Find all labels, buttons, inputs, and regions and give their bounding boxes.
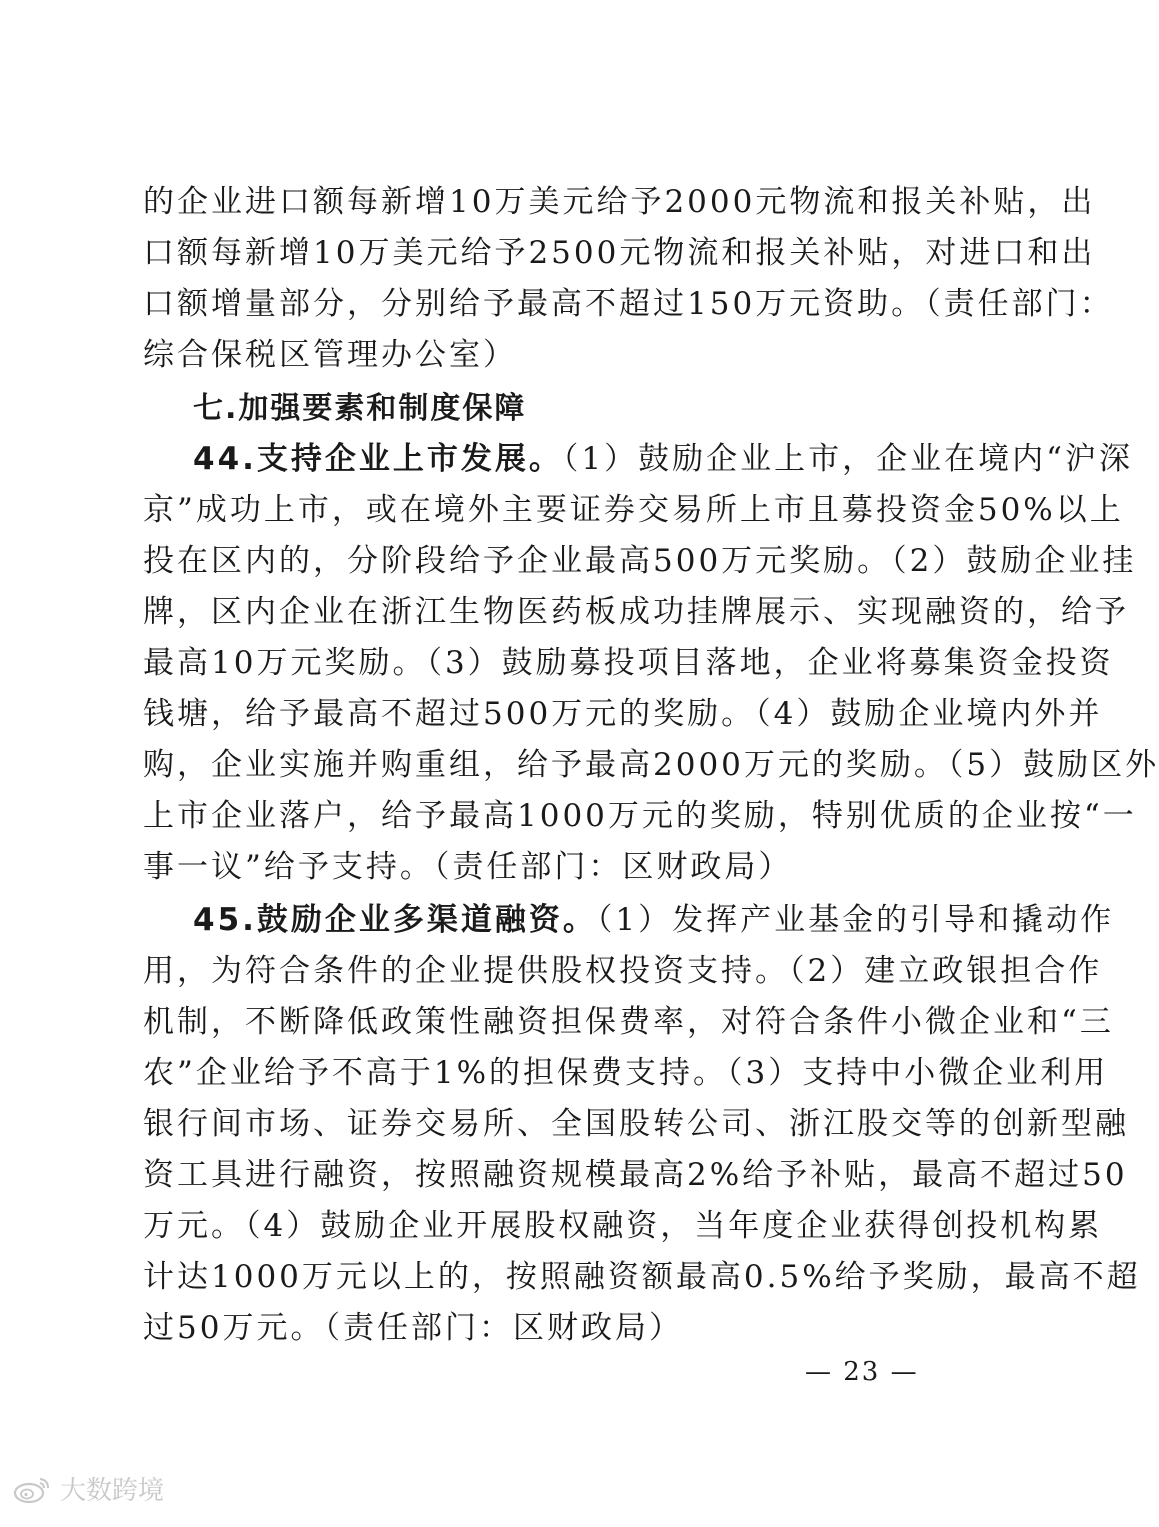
intro-line-3: 口额增量部分，分别给予最高不超过150万元资助。（责任部门：	[143, 286, 1114, 322]
item44-line: 京”成功上市，或在境外主要证券交易所上市且募投资金50%以上	[143, 492, 1124, 528]
watermark-text: 大数跨境	[60, 1476, 165, 1506]
item45-line: 农”企业给予不高于1%的担保费支持。（3）支持中小微企业利用	[143, 1055, 1109, 1091]
item45-title: 45.鼓励企业多渠道融资。	[193, 902, 597, 938]
item44-first-line-text: （1）鼓励企业上市，企业在境内“沪深	[562, 441, 1133, 477]
item44-line: 上市企业落户，给予最高1000万元的奖励，特别优质的企业按“一	[143, 798, 1137, 834]
watermark	[12, 1470, 164, 1507]
intro-line-1: 的企业进口额每新增10万美元给予2000元物流和报关补贴，出	[143, 184, 1096, 220]
item44-line: 牌，区内企业在浙江生物医药板成功挂牌展示、实现融资的，给予	[143, 594, 1129, 630]
item45-line: 机制，不断降低政策性融资担保费率，对符合条件小微企业和“三	[143, 1004, 1114, 1040]
item44-line: 钱塘，给予最高不超过500万元的奖励。（4）鼓励企业境内外并	[143, 696, 1103, 732]
item44-line: 购，企业实施并购重组，给予最高2000万元的奖励。（5）鼓励区外	[143, 747, 1159, 783]
weibo-logo-icon	[12, 1474, 52, 1504]
item45-first-line-text: （1）发挥产业基金的引导和撬动作	[596, 902, 1115, 938]
item44-first-line	[193, 434, 1133, 485]
item44-line: 投在区内的，分阶段给予企业最高500万元奖励。（2）鼓励企业挂	[143, 543, 1137, 579]
intro-line-2: 口额每新增10万美元给予2500元物流和报关补贴，对进口和出	[143, 235, 1096, 271]
page-number: — 23 —	[805, 1357, 919, 1387]
item45-line: 银行间市场、证券交易所、全国股转公司、浙江股交等的创新型融	[143, 1106, 1129, 1142]
item45-line: 过50万元。（责任部门：区财政局）	[143, 1310, 683, 1346]
item44-title: 44.支持企业上市发展。	[193, 441, 563, 477]
section-heading: 七.加强要素和制度保障	[193, 391, 527, 426]
item44-line: 最高10万元奖励。（3）鼓励募投项目落地，企业将募集资金投资	[143, 645, 1114, 681]
item45-line: 资工具进行融资，按照融资规模最高2%给予补贴，最高不超过50	[143, 1157, 1128, 1193]
item44-line: 事一议”给予支持。（责任部门：区财政局）	[143, 849, 793, 885]
item45-line: 计达1000万元以上的，按照融资额最高0.5%给予奖励，最高不超	[143, 1259, 1141, 1295]
item45-line: 万元。（4）鼓励企业开展股权融资，当年度企业获得创投机构累	[143, 1208, 1103, 1244]
item45-line: 用，为符合条件的企业提供股权投资支持。（2）建立政银担合作	[143, 953, 1103, 989]
intro-line-4: 综合保税区管理办公室）	[143, 337, 517, 373]
item45-first-line	[193, 895, 1115, 946]
